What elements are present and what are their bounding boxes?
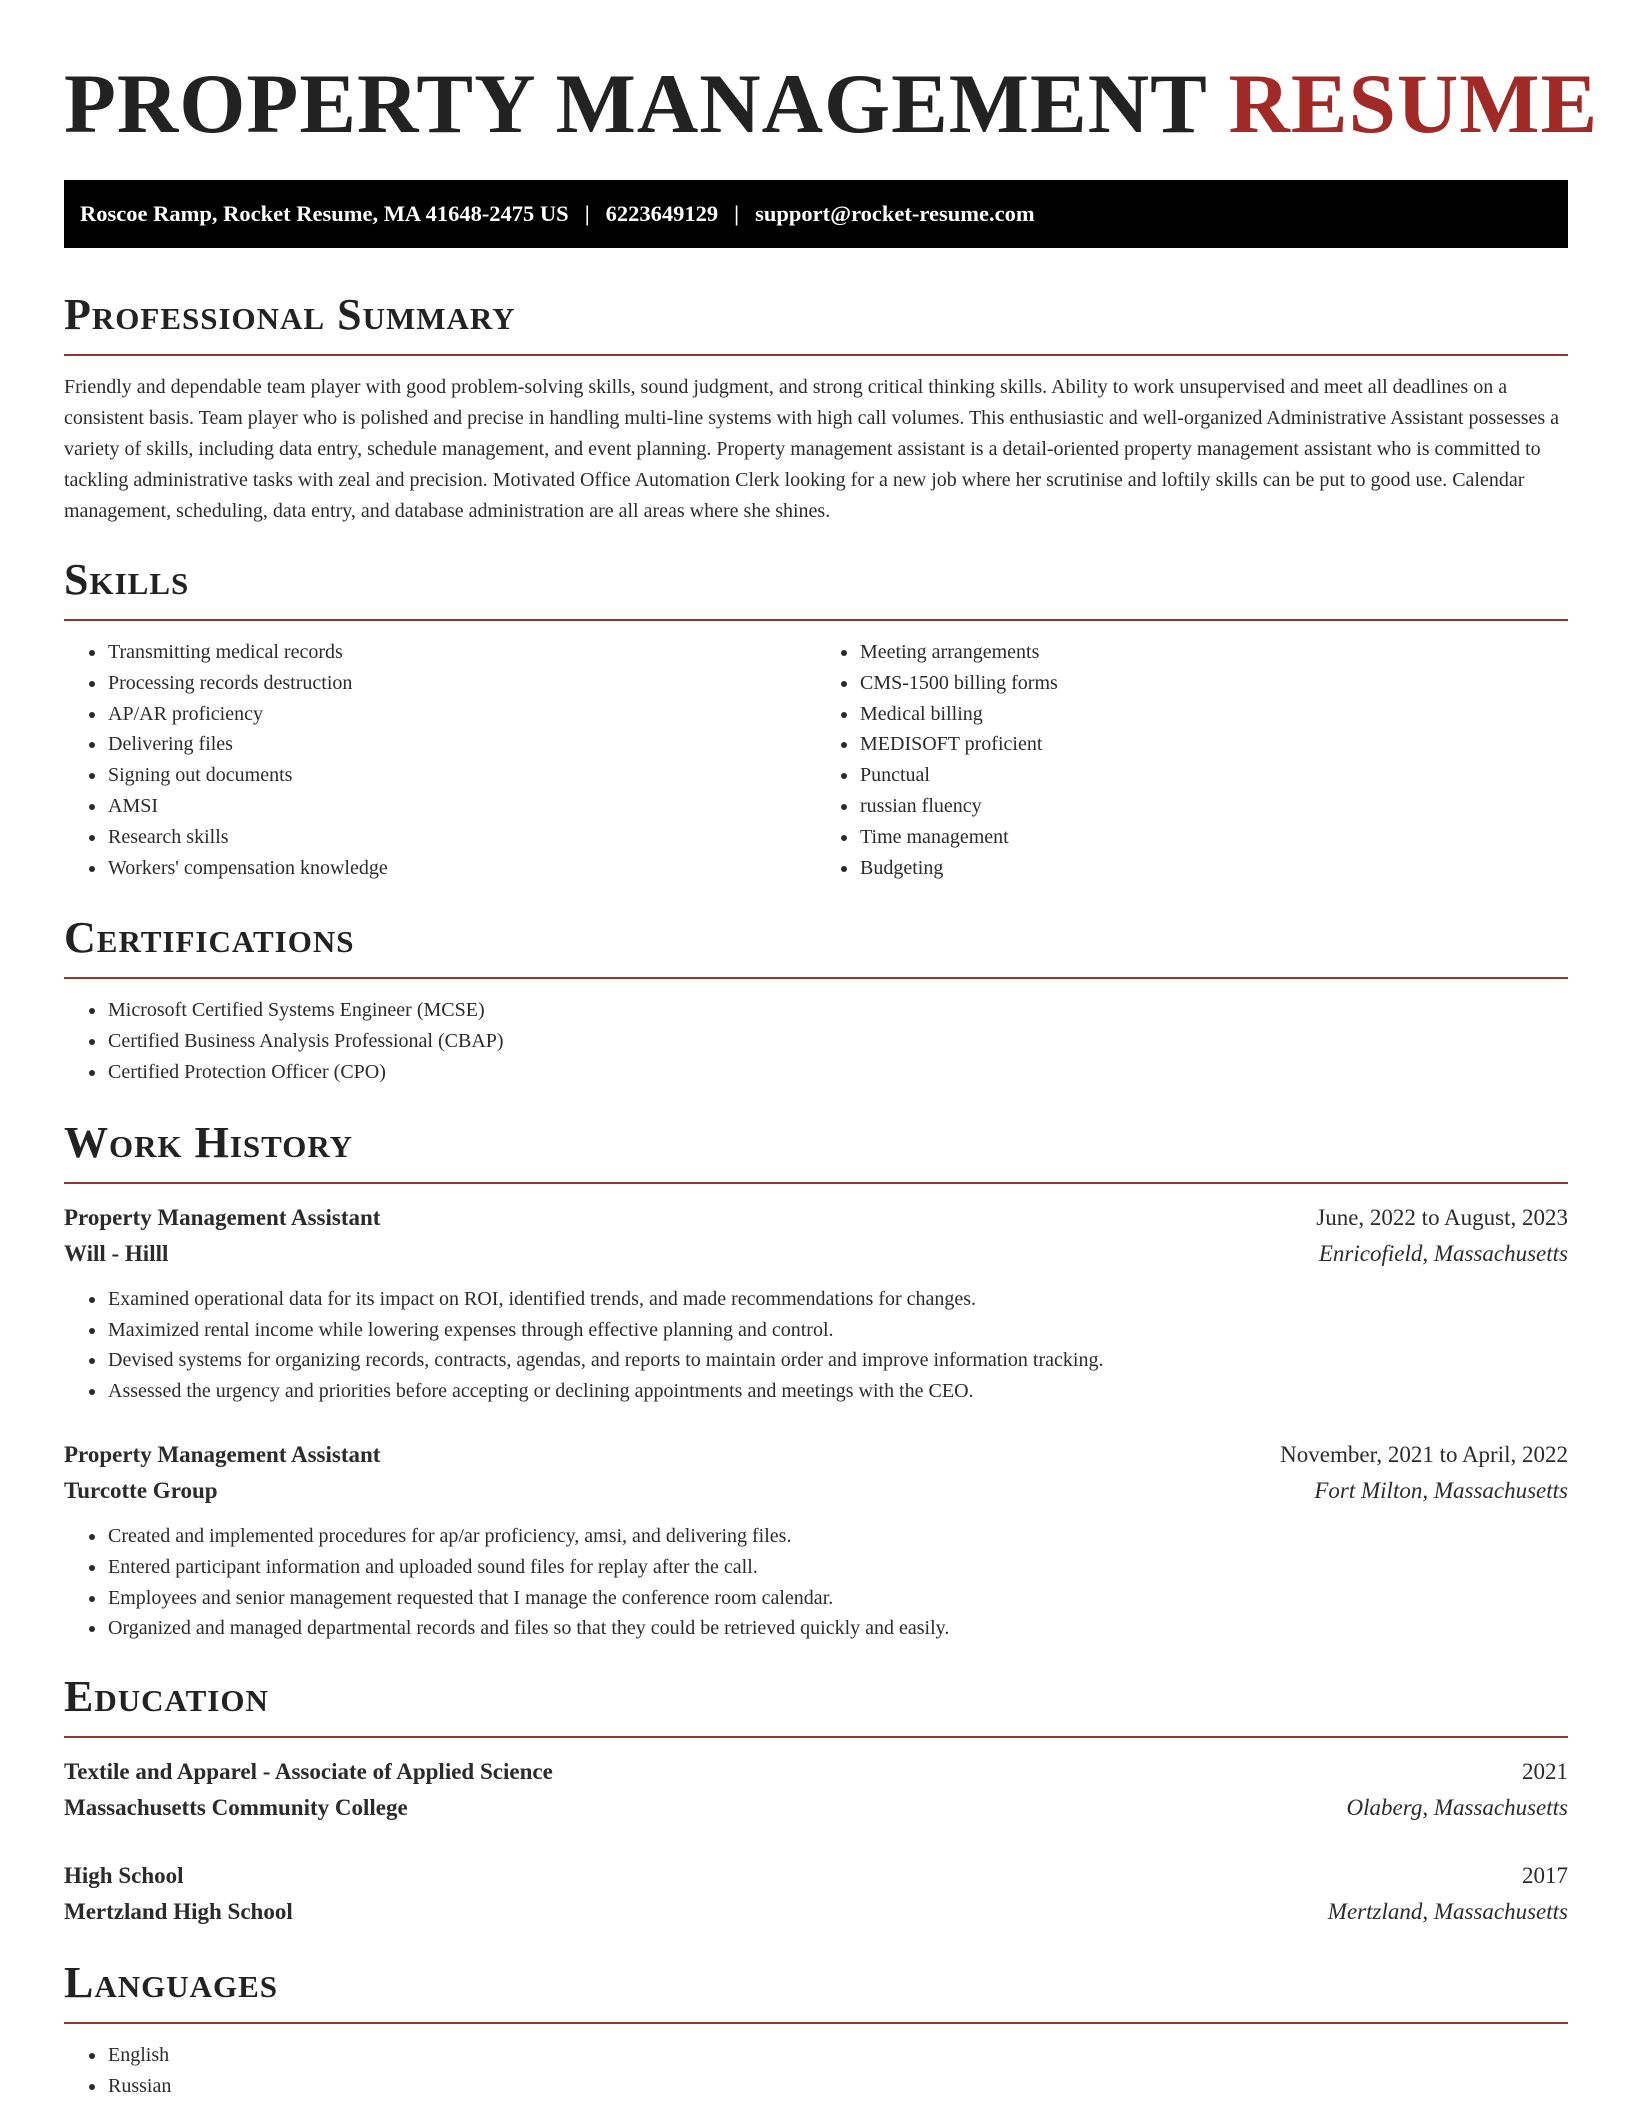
skill-item: • Transmitting medical records	[107, 637, 816, 668]
education-degree: High School	[64, 1863, 184, 1889]
contact-separator: |	[734, 201, 740, 226]
summary-text: Friendly and dependable team player with good problem-solving skills, sound judgment, and strong critical thinking skills. Ability to work unsupervised and meet all deadlines on a consistent basis. Team player who is polished and precise in handling multi-line systems with high call volumes. This enthusiastic and well-organized Administrative Assistant possesses a variety of skills, including data entry, schedule management, and event planning. Property management assistant is a detail-oriented property management assistant who is committed to tackling administrative tasks with zeal and precision. Motivated Office Automation Clerk looking for a new job where her scrutinise and loftily skills can be put to good use. Calendar management, scheduling, data entry, and database administration are all areas where she shines.	[64, 376, 1560, 522]
job-bullet: • Devised systems for organizing records, contracts, agendas, and reports to maintain order and improve information tracking.	[107, 1345, 1568, 1376]
education-location: Olaberg, Massachusetts	[1346, 1795, 1568, 1821]
skill-item: • Budgeting	[859, 853, 1568, 884]
skill-item: • MEDISOFT proficient	[859, 729, 1568, 760]
summary-section	[64, 290, 1568, 527]
section-heading-work-history: Work History	[64, 1118, 1568, 1184]
education-section	[64, 1672, 1568, 1930]
job-bullet: • Assessed the urgency and priorities before accepting or declining appointments and meetings with the CEO.	[107, 1376, 1568, 1407]
job-title: Property Management Assistant	[64, 1441, 381, 1467]
skill-item: • russian fluency	[859, 791, 1568, 822]
skill-item: • Research skills	[107, 822, 816, 853]
skill-item: • Delivering files	[107, 729, 816, 760]
languages-list	[64, 2040, 1568, 2102]
title-accent: RESUME	[1228, 57, 1599, 151]
job-company-row	[64, 1473, 1568, 1509]
section-heading-certifications: Certifications	[64, 913, 1568, 979]
skills-list-right	[816, 637, 1568, 883]
section-heading-education: Education	[64, 1672, 1568, 1738]
job-company: Turcotte Group	[64, 1477, 218, 1503]
job-bullets	[64, 1521, 1568, 1644]
skill-item: • Time management	[859, 822, 1568, 853]
job-company-row	[64, 1236, 1568, 1272]
education-entry	[64, 1858, 1568, 1930]
education-location: Mertzland, Massachusetts	[1327, 1899, 1568, 1925]
education-school-row	[64, 1894, 1568, 1930]
language-item: • English	[107, 2040, 1568, 2071]
contact-phone: 6223649129	[605, 201, 719, 226]
work-history-section	[64, 1118, 1568, 1644]
education-school: Massachusetts Community College	[64, 1795, 408, 1821]
skill-item: • CMS-1500 billing forms	[859, 668, 1568, 699]
education-degree: Textile and Apparel - Associate of Applied Science	[64, 1759, 553, 1785]
skill-item: • Processing records destruction	[107, 668, 816, 699]
section-heading-summary: Professional Summary	[64, 290, 1568, 356]
skills-section	[64, 555, 1568, 883]
certifications-section	[64, 913, 1568, 1087]
certification-item: • Microsoft Certified Systems Engineer (MCSE)	[107, 995, 1568, 1026]
education-school-row	[64, 1790, 1568, 1826]
contact-bar	[64, 180, 1568, 248]
certification-item: • Certified Business Analysis Professional (CBAP)	[107, 1026, 1568, 1057]
job-location: Fort Milton, Massachusetts	[1314, 1477, 1568, 1503]
skill-item: • Workers' compensation knowledge	[107, 853, 816, 884]
resume-title	[64, 56, 1599, 152]
skill-item: • AMSI	[107, 791, 816, 822]
title-main: PROPERTY MANAGEMENT	[64, 57, 1207, 151]
job-entry	[64, 1200, 1568, 1407]
skill-item: • Signing out documents	[107, 760, 816, 791]
skills-list-left	[64, 637, 816, 883]
skill-item: • AP/AR proficiency	[107, 699, 816, 730]
section-heading-skills: Skills	[64, 555, 1568, 621]
contact-separator: |	[584, 201, 590, 226]
education-header-row	[64, 1754, 1568, 1790]
job-header-row	[64, 1437, 1568, 1473]
language-item: • Russian	[107, 2071, 1568, 2102]
job-bullet: • Maximized rental income while lowering expenses through effective planning and control.	[107, 1315, 1568, 1346]
job-bullet: • Organized and managed departmental records and files so that they could be retrieved quickly and easily.	[107, 1613, 1568, 1644]
contact-email: support@rocket-resume.com	[755, 201, 1035, 226]
languages-section	[64, 1958, 1568, 2102]
job-header-row	[64, 1200, 1568, 1236]
skills-grid	[64, 637, 1568, 883]
job-bullet: • Entered participant information and uploaded sound files for replay after the call.	[107, 1552, 1568, 1583]
contact-address: Roscoe Ramp, Rocket Resume, MA 41648-2475 US	[80, 201, 569, 226]
job-bullet: • Examined operational data for its impact on ROI, identified trends, and made recommendations for changes.	[107, 1284, 1568, 1315]
education-header-row	[64, 1858, 1568, 1894]
job-bullet: • Employees and senior management requested that I manage the conference room calendar.	[107, 1583, 1568, 1614]
education-school: Mertzland High School	[64, 1899, 293, 1925]
job-entry	[64, 1437, 1568, 1644]
job-title: Property Management Assistant	[64, 1204, 381, 1230]
skill-item: • Punctual	[859, 760, 1568, 791]
job-dates: November, 2021 to April, 2022	[1280, 1441, 1568, 1467]
job-location: Enricofield, Massachusetts	[1318, 1240, 1568, 1266]
education-entry	[64, 1754, 1568, 1826]
job-company: Will - Hilll	[64, 1240, 169, 1266]
education-year: 2021	[1522, 1759, 1568, 1785]
skill-item: • Meeting arrangements	[859, 637, 1568, 668]
job-bullet: • Created and implemented procedures for ap/ar proficiency, amsi, and delivering files.	[107, 1521, 1568, 1552]
job-bullets	[64, 1284, 1568, 1407]
job-dates: June, 2022 to August, 2023	[1316, 1204, 1568, 1230]
skill-item: • Medical billing	[859, 699, 1568, 730]
certification-item: • Certified Protection Officer (CPO)	[107, 1057, 1568, 1088]
education-year: 2017	[1522, 1863, 1568, 1889]
certifications-list	[64, 995, 1568, 1087]
section-heading-languages: Languages	[64, 1958, 1568, 2024]
